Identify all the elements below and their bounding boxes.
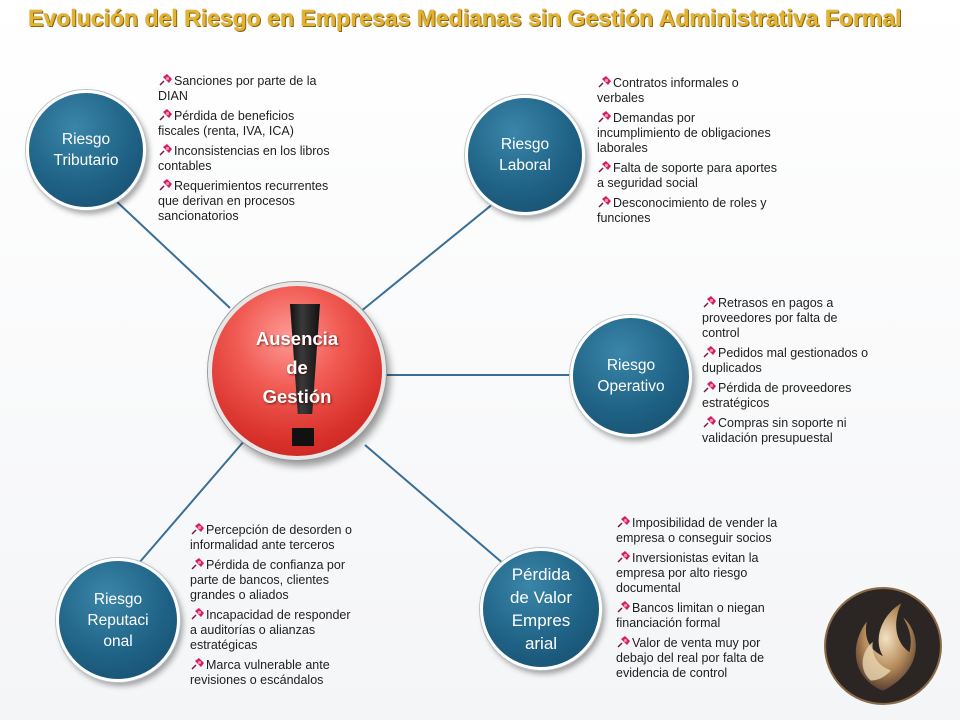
center-label-line: Ausencia (255, 328, 339, 349)
pushpin-icon (158, 143, 173, 156)
list-item (158, 108, 338, 139)
node-label: Pérdida (511, 565, 571, 584)
list-valor (616, 515, 791, 685)
node-label: Tributario (53, 152, 119, 169)
pushpin-icon (597, 75, 612, 88)
pushpin-icon (190, 657, 205, 670)
node-label: Laboral (499, 157, 551, 174)
list-item-text: Desconocimiento de roles y funciones (597, 196, 767, 225)
list-item-text: Sanciones por parte de la DIAN (158, 74, 317, 103)
list-item-text: Bancos limitan o niegan financiación formal (616, 601, 765, 630)
list-item-text: Incapacidad de responder a auditorías o alianzas estratégicas (190, 608, 351, 652)
pushpin-icon (597, 160, 612, 173)
pushpin-icon (616, 600, 631, 613)
list-item (190, 557, 360, 603)
node-label: Riesgo (61, 131, 111, 148)
list-item-text: Pérdida de proveedores estratégicos (702, 381, 852, 410)
list-item (616, 635, 791, 681)
list-tributario (158, 73, 338, 228)
list-item (597, 160, 777, 191)
node-riesgo-laboral (465, 95, 585, 215)
list-item-text: Marca vulnerable ante revisiones o escándalos (190, 658, 330, 687)
pushpin-icon (190, 522, 205, 535)
list-item-text: Pérdida de confianza por parte de bancos, clientes grandes o aliados (190, 558, 345, 602)
page-title: Evolución del Riesgo en Empresas Medianas sin Gestión Administrativa Formal (28, 5, 902, 31)
list-laboral (597, 75, 777, 230)
node-label: arial (524, 634, 558, 653)
list-item (616, 550, 791, 596)
node-label: Riesgo (500, 136, 550, 153)
pushpin-icon (702, 380, 717, 393)
pushpin-icon (702, 415, 717, 428)
node-label: de Valor (509, 588, 573, 607)
list-item-text: Inversionistas evitan la empresa por alto riesgo documental (616, 551, 759, 595)
flame-swirl-logo (822, 585, 944, 707)
list-item-text: Percepción de desorden o informalidad ante terceros (190, 523, 352, 552)
connector-laboral (360, 190, 510, 312)
exclamation-dot-icon (292, 428, 314, 446)
node-riesgo-operativo (570, 315, 692, 437)
list-item (158, 178, 338, 224)
pushpin-icon (190, 557, 205, 570)
node-label: Riesgo (606, 357, 656, 374)
node-perdida-valor (480, 548, 602, 670)
pushpin-icon (190, 607, 205, 620)
list-item (190, 522, 360, 553)
list-item-text: Imposibilidad de vender la empresa o conseguir socios (616, 516, 778, 545)
list-item (616, 600, 791, 631)
connector-valor (365, 445, 505, 565)
pushpin-icon (597, 110, 612, 123)
node-riesgo-tributario (26, 90, 146, 210)
list-item (597, 110, 777, 156)
center-label (212, 324, 382, 411)
pushpin-icon (702, 295, 717, 308)
pushpin-icon (702, 345, 717, 358)
pushpin-icon (616, 635, 631, 648)
node-label: Riesgo (93, 590, 143, 608)
node-label: Empres (511, 611, 571, 630)
list-item-text: Retrasos en pagos a proveedores por falta de control (702, 296, 838, 340)
list-item (702, 415, 877, 446)
list-item (702, 345, 877, 376)
list-item (597, 195, 777, 226)
list-operativo (702, 295, 877, 450)
list-item (190, 657, 360, 688)
list-item (190, 607, 360, 653)
node-riesgo-reputacional (56, 558, 180, 682)
center-node-ausencia-gestion (208, 282, 386, 460)
center-label-line: Gestión (262, 386, 332, 407)
list-item (158, 143, 338, 174)
list-item (158, 73, 338, 104)
center-label-line: de (286, 357, 308, 378)
list-item-text: Contratos informales o verbales (597, 76, 739, 105)
list-item (702, 295, 877, 341)
pushpin-icon (616, 515, 631, 528)
node-label: Reputaci (87, 611, 149, 629)
list-item-text: Requerimientos recurrentes que derivan en procesos sancionatorios (158, 179, 329, 223)
list-item-text: Pedidos mal gestionados o duplicados (702, 346, 869, 375)
list-item (702, 380, 877, 411)
pushpin-icon (158, 73, 173, 86)
node-label: onal (103, 632, 133, 650)
list-item (616, 515, 791, 546)
list-item (597, 75, 777, 106)
list-item-text: Inconsistencias en los libros contables (158, 144, 330, 173)
list-item-text: Compras sin soporte ni validación presupuestal (702, 416, 847, 445)
pushpin-icon (158, 108, 173, 121)
pushpin-icon (597, 195, 612, 208)
pushpin-icon (616, 550, 631, 563)
list-reputacional (190, 522, 360, 692)
node-label: Operativo (597, 378, 665, 395)
list-item-text: Valor de venta muy por debajo del real por falta de evidencia de control (616, 636, 765, 680)
pushpin-icon (158, 178, 173, 191)
list-item-text: Pérdida de beneficios fiscales (renta, IVA, ICA) (158, 109, 295, 138)
list-item-text: Falta de soporte para aportes a seguridad social (597, 161, 777, 190)
list-item-text: Demandas por incumplimiento de obligaciones laborales (597, 111, 771, 155)
